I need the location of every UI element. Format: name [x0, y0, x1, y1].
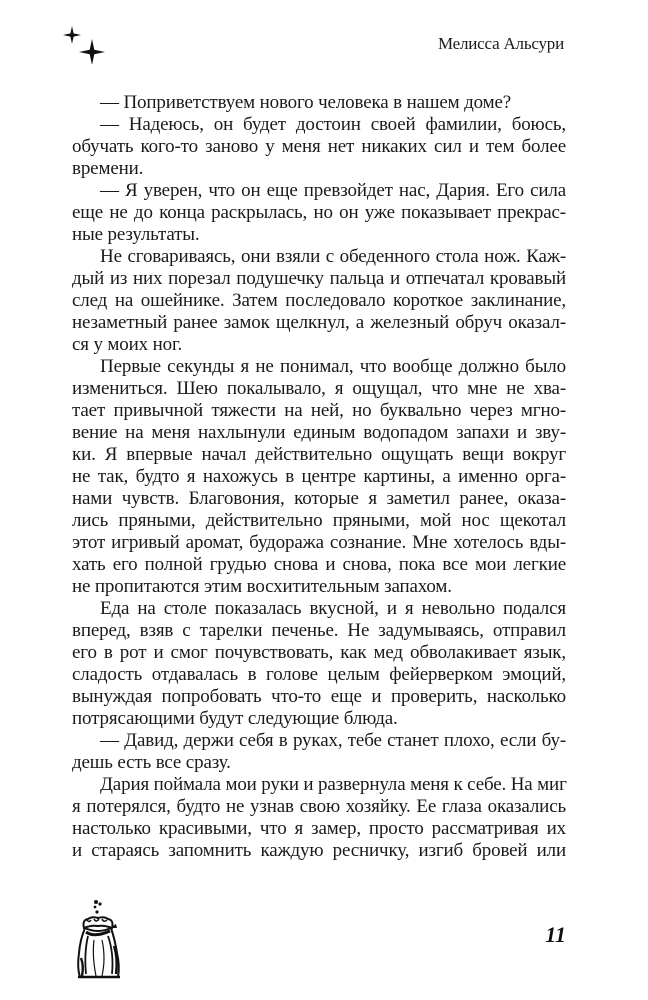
sparkle-stars-icon [62, 22, 112, 64]
text-line: лись пряными, действительно пряными, мой нос щекотал [72, 510, 566, 531]
text-line: его в рот и смог почувствовать, как мед обволакивает язык, [72, 642, 566, 663]
text-line: — Поприветствуем нового человека в нашем доме? [100, 92, 512, 113]
text-line: еще не до конца раскрылась, но он уже показывает прекрас- [72, 202, 566, 223]
text-line: незаметный ранее замок щелкнул, а железный обруч оказал- [72, 312, 566, 333]
text-line: — Давид, держи себя в руках, тебе станет плохо, если бу- [100, 730, 566, 751]
text-line: измениться. Шею покалывало, я ощущал, что мне не хва- [72, 378, 566, 399]
text-line: дый из них порезал подушечку пальца и отпечатал кровавый [72, 268, 566, 289]
text-line: и стараясь запомнить каждую ресничку, изгиб бровей или [72, 840, 566, 861]
text-line: след на ошейнике. Затем последовало короткое заклинание, [72, 290, 566, 311]
text-line: Первые секунды я не понимал, что вообще должно было [100, 356, 566, 377]
page-number: 11 [545, 922, 566, 947]
text-line: обучать кого-то заново у меня нет никаких сил и тем более [72, 136, 566, 157]
text-line: сладость отдавалась в голове целым фейерверком эмоций, [72, 664, 566, 685]
text-line: нами чувств. Благовония, которые я заметил ранее, оказа- [72, 488, 566, 509]
text-line: — Я уверен, что он еще превзойдет нас, Дария. Его сила [100, 180, 566, 201]
text-line: ные результаты. [72, 224, 200, 245]
text-line: хать его полной грудью снова и снова, пока все мои легкие [72, 554, 566, 575]
text-line: дешь есть все сразу. [72, 752, 231, 773]
text-line: Не сговариваясь, они взяли с обеденного стола нож. Каж- [100, 246, 566, 267]
text-line: вынуждая попробовать что-то еще и проверить, насколько [72, 686, 566, 707]
text-line: Еда на столе показалась вкусной, и я невольно подался [100, 598, 566, 619]
pouch-ornament-icon [74, 898, 124, 980]
text-line: потрясающими будут следующие блюда. [72, 708, 398, 729]
text-line: вперед, взяв с тарелки печенье. Не задумываясь, отправил [72, 620, 566, 641]
text-line: ки. Я впервые начал действительно ощущать вещи вокруг [72, 444, 566, 465]
text-line: вение на меня нахлынули единым водопадом запахи и зву- [72, 422, 566, 443]
text-line: настолько красивыми, что я замер, просто рассматривая их [72, 818, 566, 839]
text-line: ся у моих ног. [72, 334, 183, 355]
text-line: не пропитаются этим восхитительным запахом. [72, 576, 452, 597]
page-body-text [72, 92, 566, 862]
text-line: этот игривый аромат, будоража сознание. Мне хотелось вды- [72, 532, 566, 553]
running-head-author: Мелисса Альсури [437, 34, 564, 53]
text-line: Дария поймала мои руки и развернула меня к себе. На миг [100, 774, 567, 795]
text-line: я потерялся, будто не узнав свою хозяйку. Ее глаза оказались [72, 796, 566, 817]
text-line: — Надеюсь, он будет достоин своей фамилии, боюсь, [100, 114, 566, 135]
text-line: не так, будто я нахожусь в центре картины, а именно орга- [72, 466, 566, 487]
text-line: тает привычной тяжести на ней, но буквально через мгно- [72, 400, 566, 421]
text-line: времени. [72, 158, 144, 179]
